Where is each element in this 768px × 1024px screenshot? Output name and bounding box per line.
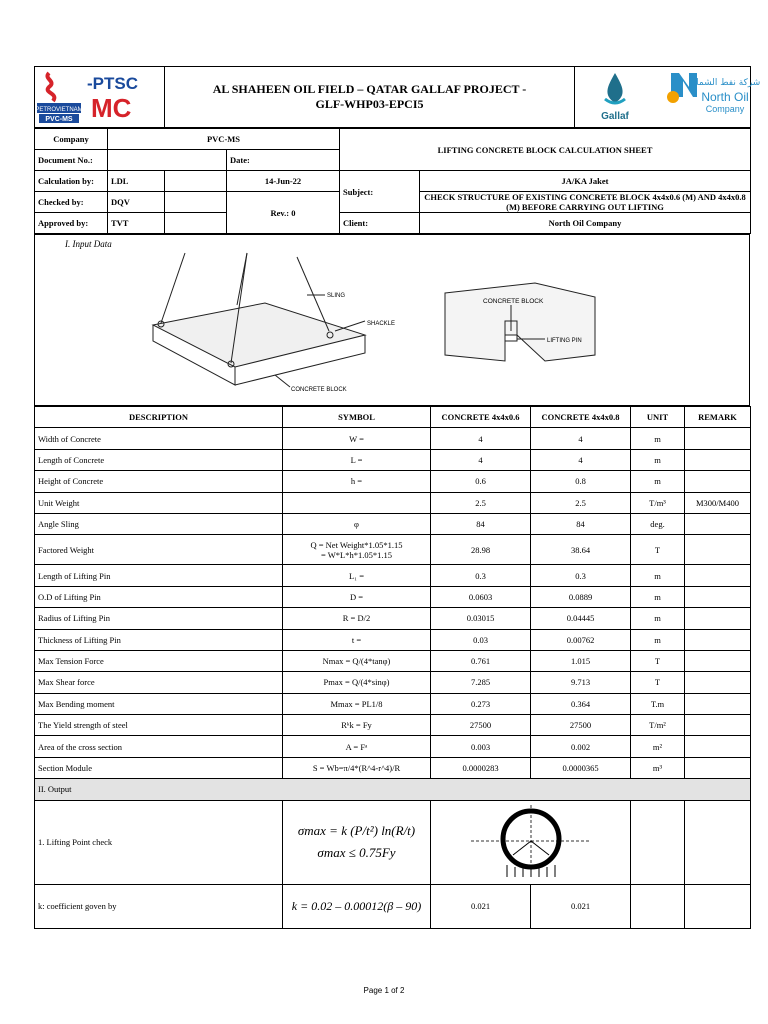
table-row — [35, 715, 751, 736]
cell-unit: T/m² — [631, 715, 685, 736]
table-row — [35, 586, 751, 607]
table-row — [35, 672, 751, 693]
cell-value-06: 27500 — [431, 715, 531, 736]
cell-value-06: 84 — [431, 513, 531, 534]
table-row — [35, 629, 751, 650]
svg-text:Company: Company — [705, 104, 745, 114]
cell-remark — [685, 513, 751, 534]
cell-remark — [685, 757, 751, 778]
cell-value-08: 0.0889 — [531, 586, 631, 607]
cell-value-08: 1.015 — [531, 650, 631, 671]
approved-value: TVT — [108, 213, 165, 234]
svg-text:PETROVIETNAM: PETROVIETNAM — [35, 107, 83, 113]
cell-description: Max Bending moment — [35, 693, 283, 714]
cell-remark — [685, 428, 751, 449]
stress-formula-1: σmax = k (P/t²) ln(R/t) — [297, 823, 416, 839]
cell-value-06: 0.003 — [431, 736, 531, 757]
cell-unit: deg. — [631, 513, 685, 534]
lifting-check-row — [35, 800, 751, 884]
cell-unit: m — [631, 471, 685, 492]
cell-value-08: 0.364 — [531, 693, 631, 714]
cell-unit: m — [631, 449, 685, 470]
cell-value-08: 0.0000365 — [531, 757, 631, 778]
cell-unit: m — [631, 586, 685, 607]
cell-description: Max Shear force — [35, 672, 283, 693]
cell-value-08: 9.713 — [531, 672, 631, 693]
left-logos — [35, 67, 165, 128]
k-row — [35, 884, 751, 928]
project-name: JA/KA Jaket — [420, 171, 751, 192]
cell-symbol: L₁ = — [283, 565, 431, 586]
cell-description: Section Module — [35, 757, 283, 778]
calculation-sheet — [34, 66, 761, 929]
table-row — [35, 449, 751, 470]
stress-formula-2: σmax ≤ 0.75Fy — [317, 845, 396, 861]
approved-blank — [165, 213, 227, 234]
cell-remark — [685, 629, 751, 650]
cell-value-08: 0.8 — [531, 471, 631, 492]
subject-label: Subject: — [340, 171, 420, 213]
calc-label: Calculation by: — [35, 171, 108, 192]
svg-text:-PTSC: -PTSC — [87, 74, 139, 93]
cell-unit: m — [631, 428, 685, 449]
svg-text:LIFTING PIN: LIFTING PIN — [547, 338, 582, 344]
cell-value-08: 4 — [531, 428, 631, 449]
svg-text:CONCRETE BLOCK: CONCRETE BLOCK — [291, 387, 347, 393]
cell-unit: m² — [631, 736, 685, 757]
pin-section-figure — [431, 800, 631, 884]
pin-section-diagram — [461, 801, 601, 881]
right-logos — [575, 67, 761, 128]
k-remark — [685, 884, 751, 928]
table-row — [35, 428, 751, 449]
cell-remark — [685, 650, 751, 671]
k-label: k: coefficient goven by — [35, 884, 283, 928]
project-title: AL SHAHEEN OIL FIELD – QATAR GALLAF PROJECT - GLF-WHP03-EPCI5 — [165, 67, 575, 128]
data-table — [34, 406, 751, 929]
table-row — [35, 736, 751, 757]
cell-remark — [685, 608, 751, 629]
cell-value-06: 0.3 — [431, 565, 531, 586]
input-drawings — [35, 235, 750, 406]
cell-value-08: 38.64 — [531, 535, 631, 565]
cell-value-08: 0.002 — [531, 736, 631, 757]
cell-value-08: 84 — [531, 513, 631, 534]
cell-description: Area of the cross section — [35, 736, 283, 757]
output-title: II. Output — [35, 779, 751, 800]
table-row — [35, 650, 751, 671]
table-row — [35, 608, 751, 629]
cell-unit: T — [631, 650, 685, 671]
sheet-title: LIFTING CONCRETE BLOCK CALCULATION SHEET — [340, 129, 751, 171]
cell-symbol: R = D/2 — [283, 608, 431, 629]
cell-value-06: 0.6 — [431, 471, 531, 492]
k-value-08: 0.021 — [531, 884, 631, 928]
cell-remark — [685, 449, 751, 470]
lifting-diagram — [35, 235, 749, 403]
table-row — [35, 535, 751, 565]
cell-remark: M300/M400 — [685, 492, 751, 513]
cell-remark — [685, 736, 751, 757]
lifting-check-remark — [685, 800, 751, 884]
cell-value-06: 0.0000283 — [431, 757, 531, 778]
col-remark: REMARK — [685, 407, 751, 428]
cell-value-06: 0.03015 — [431, 608, 531, 629]
cell-description: Factored Weight — [35, 535, 283, 565]
k-formula: k = 0.02 – 0.00012(β – 90) — [283, 884, 431, 928]
cell-description: O.D of Lifting Pin — [35, 586, 283, 607]
svg-text:I. Input Data: I. Input Data — [65, 239, 112, 249]
svg-text:North Oil: North Oil — [701, 90, 749, 104]
cell-unit: T/m³ — [631, 492, 685, 513]
k-value-06: 0.021 — [431, 884, 531, 928]
table-row — [35, 757, 751, 778]
cell-remark — [685, 471, 751, 492]
calc-value: LDL — [108, 171, 165, 192]
cell-value-06: 4 — [431, 428, 531, 449]
svg-text:شركة نفط الشمال: شركة نفط الشمال — [689, 78, 761, 88]
cell-remark — [685, 586, 751, 607]
cell-value-06: 7.285 — [431, 672, 531, 693]
table-row — [35, 471, 751, 492]
cell-value-06: 2.5 — [431, 492, 531, 513]
cell-remark — [685, 672, 751, 693]
cell-symbol: t = — [283, 629, 431, 650]
client-value: North Oil Company — [420, 213, 751, 234]
cell-value-06: 0.0603 — [431, 586, 531, 607]
cell-value-06: 0.273 — [431, 693, 531, 714]
cell-description: Height of Concrete — [35, 471, 283, 492]
cell-unit: T — [631, 672, 685, 693]
cell-symbol: A = Fᵃ — [283, 736, 431, 757]
cell-symbol: Mmax = PL1/8 — [283, 693, 431, 714]
svg-text:SHACKLE: SHACKLE — [367, 321, 396, 327]
cell-value-06: 4 — [431, 449, 531, 470]
approved-label: Approved by: — [35, 213, 108, 234]
svg-text:CONCRETE BLOCK: CONCRETE BLOCK — [483, 298, 544, 305]
calc-date: 14-Jun-22 — [227, 171, 340, 192]
cell-description: Length of Concrete — [35, 449, 283, 470]
cell-symbol: φ — [283, 513, 431, 534]
page-number: Page 1 of 2 — [363, 986, 405, 995]
cell-symbol: Pmax = Q/(4*sinφ) — [283, 672, 431, 693]
checked-label: Checked by: — [35, 192, 108, 213]
cell-description: Angle Sling — [35, 513, 283, 534]
cell-description: Length of Lifting Pin — [35, 565, 283, 586]
cell-unit: m — [631, 608, 685, 629]
cell-value-08: 0.00762 — [531, 629, 631, 650]
cell-unit: T.m — [631, 693, 685, 714]
col-description: DESCRIPTION — [35, 407, 283, 428]
svg-text:PVC-MS: PVC-MS — [45, 116, 73, 123]
lifting-check-label: 1. Lifting Point check — [35, 800, 283, 884]
cell-symbol: Q = Net Weight*1.05*1.15 = W*L*h*1.05*1.15 — [283, 535, 431, 565]
table-row — [35, 492, 751, 513]
cell-remark — [685, 715, 751, 736]
table-header — [35, 407, 751, 428]
cell-value-08: 27500 — [531, 715, 631, 736]
lifting-check-unit — [631, 800, 685, 884]
cell-description: Width of Concrete — [35, 428, 283, 449]
company-value: PVC-MS — [108, 129, 340, 150]
cell-remark — [685, 565, 751, 586]
cell-symbol: Nmax = Q/(4*tanφ) — [283, 650, 431, 671]
info-table — [34, 128, 751, 234]
cell-symbol — [283, 492, 431, 513]
cell-unit: m — [631, 629, 685, 650]
calc-blank — [165, 171, 227, 192]
company-label: Company — [35, 129, 108, 150]
cell-description: The Yield strength of steel — [35, 715, 283, 736]
cell-value-08: 2.5 — [531, 492, 631, 513]
cell-value-08: 4 — [531, 449, 631, 470]
table-row — [35, 565, 751, 586]
cell-unit: m³ — [631, 757, 685, 778]
cell-description: Max Tension Force — [35, 650, 283, 671]
table-row — [35, 513, 751, 534]
cell-value-06: 0.761 — [431, 650, 531, 671]
col-concrete-08: CONCRETE 4x4x0.8 — [531, 407, 631, 428]
header-table — [34, 66, 761, 128]
checked-blank — [165, 192, 227, 213]
checked-value: DQV — [108, 192, 165, 213]
cell-value-06: 0.03 — [431, 629, 531, 650]
client-label: Client: — [340, 213, 420, 234]
svg-text:MC: MC — [91, 93, 132, 123]
rev-label: Rev.: 0 — [227, 192, 340, 234]
cell-remark — [685, 693, 751, 714]
col-concrete-06: CONCRETE 4x4x0.6 — [431, 407, 531, 428]
cell-value-08: 0.3 — [531, 565, 631, 586]
svg-text:Gallaf: Gallaf — [601, 111, 629, 122]
cell-symbol: W = — [283, 428, 431, 449]
col-unit: UNIT — [631, 407, 685, 428]
cell-symbol: D = — [283, 586, 431, 607]
cell-unit: m — [631, 565, 685, 586]
document-value — [108, 150, 227, 171]
drawings-table — [34, 234, 750, 406]
cell-remark — [685, 535, 751, 565]
document-label: Document No.: — [35, 150, 108, 171]
output-title-row — [35, 779, 751, 800]
date-label: Date: — [227, 150, 340, 171]
cell-symbol: S = Wb=π/4*(R^4-r^4)/R — [283, 757, 431, 778]
stress-formula — [283, 800, 431, 884]
cell-value-06: 28.98 — [431, 535, 531, 565]
petrovietnam-ptsc-logo — [35, 67, 163, 125]
cell-description: Unit Weight — [35, 492, 283, 513]
gallaf-noc-logo — [575, 67, 761, 125]
cell-value-08: 0.04445 — [531, 608, 631, 629]
k-unit — [631, 884, 685, 928]
cell-unit: T — [631, 535, 685, 565]
cell-description: Radius of Lifting Pin — [35, 608, 283, 629]
svg-text:SLING: SLING — [327, 293, 346, 299]
table-row — [35, 693, 751, 714]
col-symbol: SYMBOL — [283, 407, 431, 428]
cell-description: Thickness of Lifting Pin — [35, 629, 283, 650]
cell-symbol: Rᵏk = Fy — [283, 715, 431, 736]
subject-value: CHECK STRUCTURE OF EXISTING CONCRETE BLOCK 4x4x0.6 (M) AND 4x4x0.8 (M) BEFORE CARRYING OUT LIFTING — [420, 192, 751, 213]
cell-symbol: h = — [283, 471, 431, 492]
cell-symbol: L = — [283, 449, 431, 470]
